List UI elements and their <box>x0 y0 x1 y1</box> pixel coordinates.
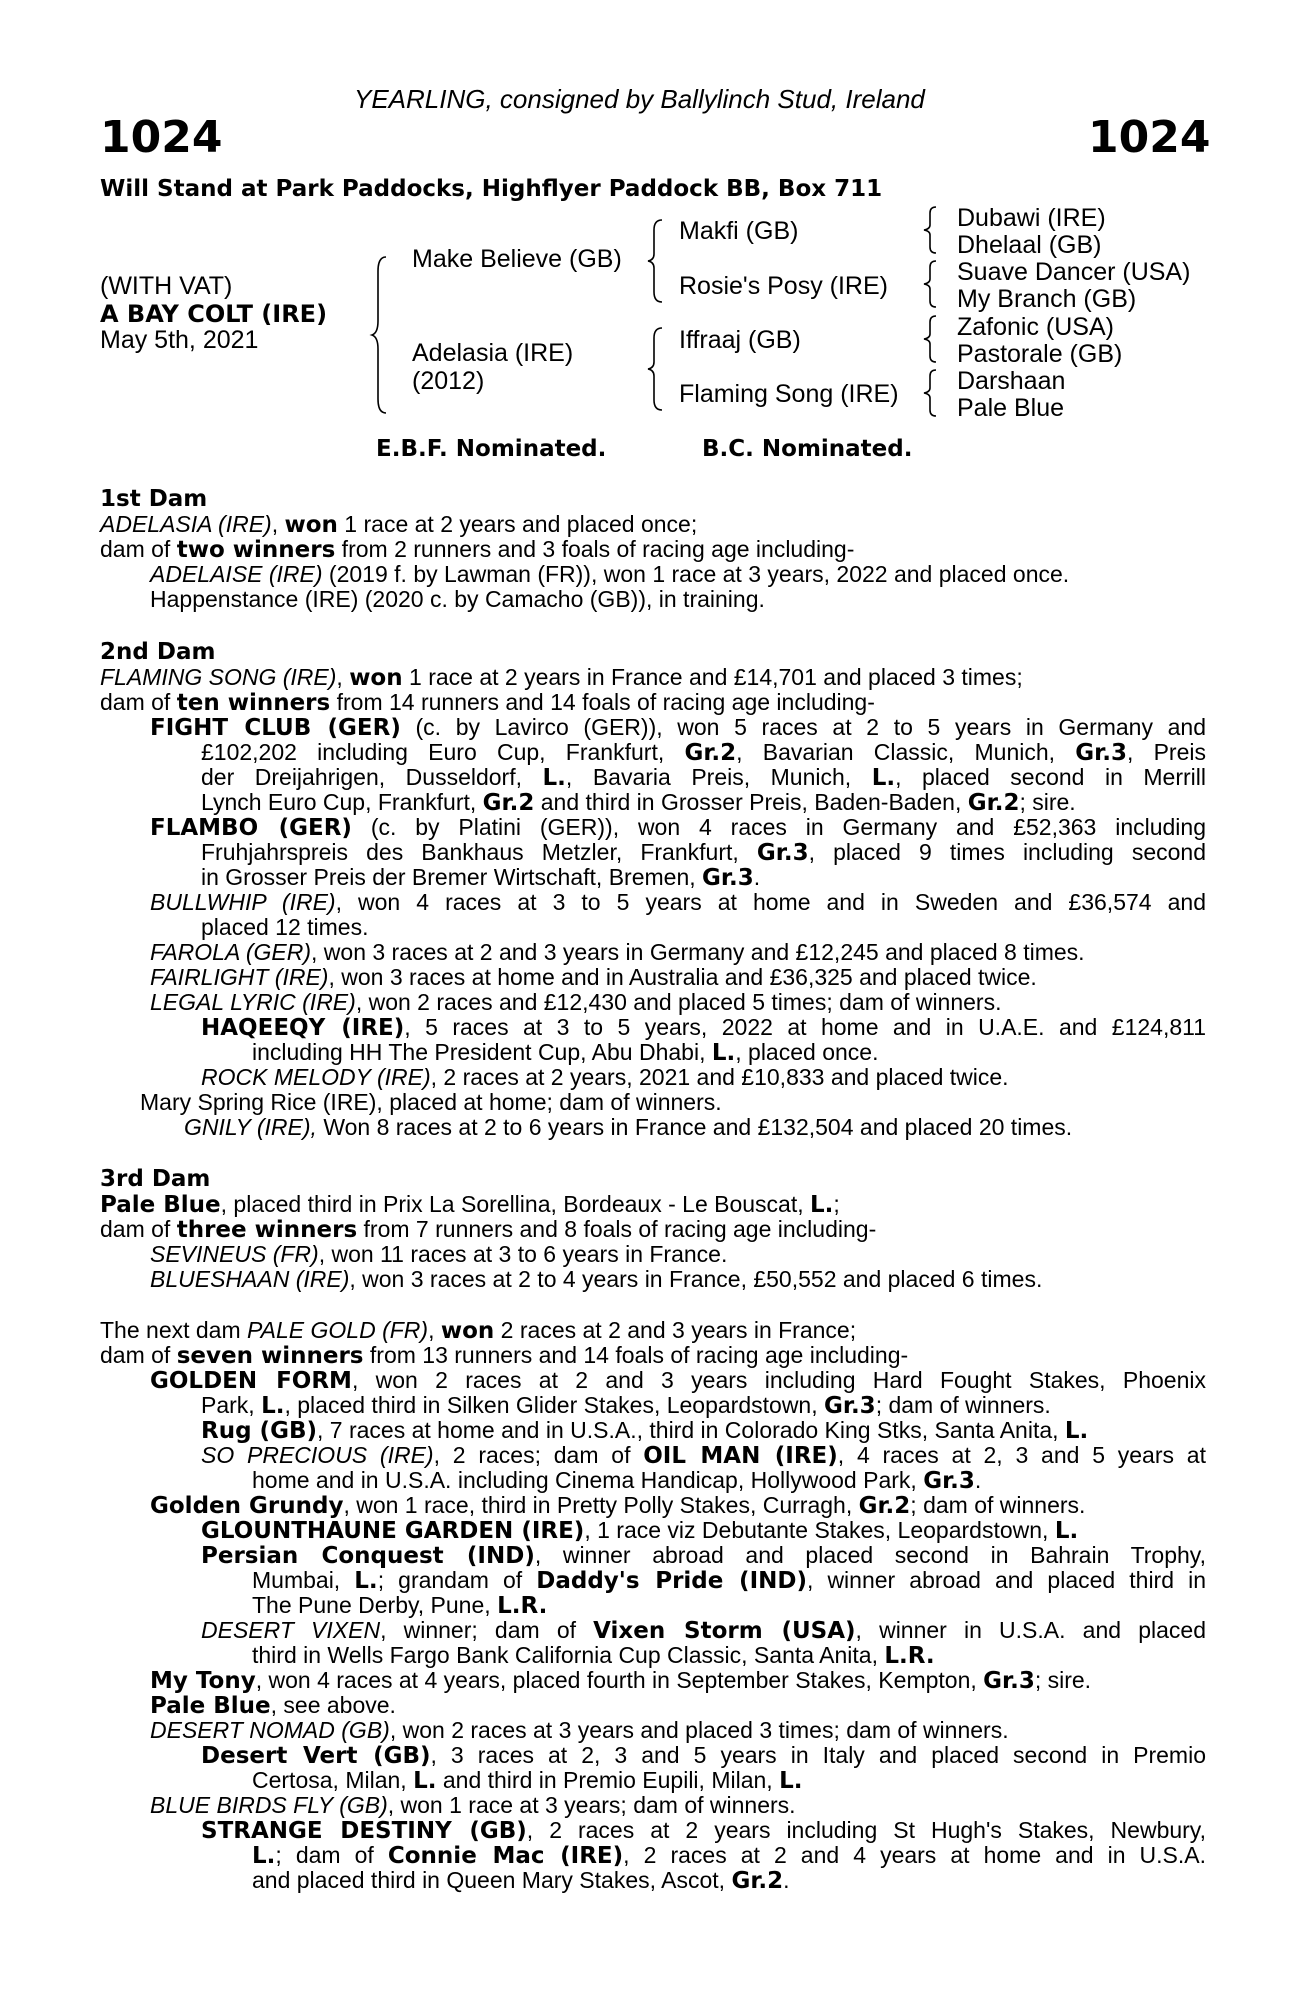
glounthaune-garden-line: GLOUNTHAUNE GARDEN (IRE), 1 race viz Debutante Stakes, Leopardstown, L. <box>201 1517 1079 1544</box>
sevineus-line: SEVINEUS (FR), won 11 races at 3 to 6 years in France. <box>150 1241 728 1267</box>
pedigree-ggdam-4: My Branch (GB) <box>957 285 1137 313</box>
golden-grundy-line: Golden Grundy, won 1 race, third in Pretty Polly Stakes, Curragh, Gr.2; dam of winners. <box>150 1492 1086 1519</box>
pedigree-ggdam-8: Pale Blue <box>957 394 1065 422</box>
third-dam-heading: 3rd Dam <box>100 1166 211 1192</box>
pedigree-bracket-sire-line <box>648 218 668 304</box>
fight-club-line-2: £102,202 including Euro Cup, Frankfurt, Gr.2, Bavarian Classic, Munich, Gr.3, Preis <box>201 739 1206 766</box>
consignment-line: YEARLING, consigned by Ballylinch Stud, Ireland <box>354 84 925 114</box>
lot-number-right: 1024 <box>1088 112 1211 163</box>
pedigree-bracket-g56 <box>924 314 942 364</box>
pedigree-ggsire-5: Zafonic (USA) <box>957 313 1114 341</box>
so-precious-line-2: home and in U.S.A. including Cinema Handicap, Hollywood Park, Gr.3. <box>252 1467 982 1494</box>
pedigree-sire: Make Believe (GB) <box>412 245 622 273</box>
fight-club-line-3: der Dreijahrigen, Dusseldorf, L., Bavaria Preis, Munich, L., placed second in Merrill <box>201 764 1206 791</box>
second-dam-heading: 2nd Dam <box>100 639 216 665</box>
first-dam-heading: 1st Dam <box>100 486 208 512</box>
blue-birds-fly-line: BLUE BIRDS FLY (GB), won 1 race at 3 years; dam of winners. <box>150 1792 796 1818</box>
second-dam-line: FLAMING SONG (IRE), won 1 race at 2 years in France and £14,701 and placed 3 times; <box>100 664 1023 691</box>
first-dam-foal-adelaise: ADELAISE (IRE) (2019 f. by Lawman (FR)), won 1 race at 3 years, 2022 and placed once. <box>150 561 1070 587</box>
desert-vert-line-2: Certosa, Milan, L. and third in Premio Eupili, Milan, L. <box>252 1767 803 1794</box>
golden-form-line-2: Park, L., placed third in Silken Glider Stakes, Leopardstown, Gr.3; dam of winners. <box>201 1392 1051 1419</box>
ebf-nominated: E.B.F. Nominated. <box>376 436 607 462</box>
flambo-line-2: Fruhjahrspreis des Bankhaus Metzler, Frankfurt, Gr.3, placed 9 times including second <box>201 839 1207 866</box>
desert-vert-line-1: Desert Vert (GB), 3 races at 2, 3 and 5 years in Italy and placed second in Premio <box>201 1742 1206 1769</box>
pedigree-sire-sire: Makfi (GB) <box>679 217 799 245</box>
flambo-line-3: in Grosser Preis der Bremer Wirtschaft, Bremen, Gr.3. <box>201 864 761 891</box>
pedigree-ggdam-2: Dhelaal (GB) <box>957 231 1102 259</box>
next-dam-produce-summary: dam of seven winners from 13 runners and 14 foals of racing age including- <box>100 1342 909 1369</box>
strange-destiny-line-2: L.; dam of Connie Mac (IRE), 2 races at 2 and 4 years at home and in U.S.A. <box>252 1842 1206 1869</box>
legal-lyric-line: LEGAL LYRIC (IRE), won 2 races and £12,430 and placed 5 times; dam of winners. <box>150 989 1002 1015</box>
pedigree-sire-dam: Rosie's Posy (IRE) <box>679 272 888 300</box>
mary-spring-rice-line: Mary Spring Rice (IRE), placed at home; dam of winners. <box>140 1089 722 1115</box>
gnily-line: GNILY (IRE), Won 8 races at 2 to 6 years in France and £132,504 and placed 20 times. <box>184 1114 1073 1140</box>
bc-nominated: B.C. Nominated. <box>702 436 913 462</box>
third-dam-produce-summary: dam of three winners from 7 runners and 8 foals of racing age including- <box>100 1216 877 1243</box>
lot-number-left: 1024 <box>100 112 223 163</box>
vat-note: (WITH VAT) <box>100 272 233 300</box>
pedigree-dam-year: (2012) <box>412 367 485 395</box>
pedigree-bracket-dam-line <box>648 326 668 412</box>
my-tony-line: My Tony, won 4 races at 4 years, placed fourth in September Stakes, Kempton, Gr.3; sire. <box>150 1667 1092 1694</box>
pedigree-bracket-g12 <box>924 205 942 255</box>
bullwhip-line-2: placed 12 times. <box>201 914 369 940</box>
pedigree-ggsire-1: Dubawi (IRE) <box>957 204 1106 232</box>
haqeeqy-line-1: HAQEEQY (IRE), 5 races at 3 to 5 years, 2022 at home and in U.A.E. and £124,811 <box>201 1014 1206 1041</box>
first-dam-line: ADELASIA (IRE), won 1 race at 2 years and placed once; <box>100 511 698 538</box>
pedigree-bracket-g78 <box>924 368 942 418</box>
blueshaan-line: BLUESHAAN (IRE), won 3 races at 2 to 4 years in France, £50,552 and placed 6 times. <box>150 1266 1043 1292</box>
pedigree-bracket-parents <box>372 255 392 415</box>
foaling-date: May 5th, 2021 <box>100 326 259 354</box>
persian-conquest-line-2: Mumbai, L.; grandam of Daddy's Pride (IND), winner abroad and placed third in <box>252 1567 1206 1594</box>
fight-club-line-4: Lynch Euro Cup, Frankfurt, Gr.2 and third in Grosser Preis, Baden-Baden, Gr.2; sire. <box>201 789 1076 816</box>
desert-nomad-line: DESERT NOMAD (GB), won 2 races at 3 years and placed 3 times; dam of winners. <box>150 1717 1009 1743</box>
pedigree-bracket-g34 <box>924 259 942 309</box>
fairlight-line: FAIRLIGHT (IRE), won 3 races at home and in Australia and £36,325 and placed twice. <box>150 964 1037 990</box>
strange-destiny-line-3: and placed third in Queen Mary Stakes, Ascot, Gr.2. <box>252 1867 790 1894</box>
flambo-line-1: FLAMBO (GER) (c. by Platini (GER)), won 4 races in Germany and £52,363 including <box>150 814 1206 841</box>
pedigree-dam-dam: Flaming Song (IRE) <box>679 380 899 408</box>
pale-blue-line: Pale Blue, see above. <box>150 1692 396 1719</box>
persian-conquest-line-1: Persian Conquest (IND), winner abroad and placed second in Bahrain Trophy, <box>201 1542 1206 1569</box>
strange-destiny-line-1: STRANGE DESTINY (GB), 2 races at 2 years including St Hugh's Stakes, Newbury, <box>201 1817 1206 1844</box>
second-dam-produce-summary: dam of ten winners from 14 runners and 14 foals of racing age including- <box>100 689 875 716</box>
rock-melody-line: ROCK MELODY (IRE), 2 races at 2 years, 2021 and £10,833 and placed twice. <box>201 1064 1009 1090</box>
first-dam-foal-happenstance: Happenstance (IRE) (2020 c. by Camacho (GB)), in training. <box>150 586 765 612</box>
so-precious-line-1: SO PRECIOUS (IRE), 2 races; dam of OIL MAN (IRE), 4 races at 2, 3 and 5 years at <box>201 1442 1206 1469</box>
third-dam-line: Pale Blue, placed third in Prix La Sorellina, Bordeaux - Le Bouscat, L.; <box>100 1191 840 1218</box>
bullwhip-line-1: BULLWHIP (IRE), won 4 races at 3 to 5 years at home and in Sweden and £36,574 and <box>150 889 1206 915</box>
stand-location: Will Stand at Park Paddocks, Highflyer Paddock BB, Box 711 <box>100 176 883 202</box>
pedigree-ggsire-3: Suave Dancer (USA) <box>957 258 1191 286</box>
farola-line: FAROLA (GER), won 3 races at 2 and 3 years in Germany and £12,245 and placed 8 times. <box>150 939 1085 965</box>
golden-form-line-1: GOLDEN FORM, won 2 races at 2 and 3 years including Hard Fought Stakes, Phoenix <box>150 1367 1206 1394</box>
haqeeqy-line-2: including HH The President Cup, Abu Dhabi, L., placed once. <box>252 1039 879 1066</box>
persian-conquest-line-3: The Pune Derby, Pune, L.R. <box>252 1592 548 1619</box>
rug-line: Rug (GB), 7 races at home and in U.S.A., third in Colorado King Stks, Santa Anita, L. <box>201 1417 1089 1444</box>
pedigree-ggdam-6: Pastorale (GB) <box>957 340 1123 368</box>
desert-vixen-line-1: DESERT VIXEN, winner; dam of Vixen Storm (USA), winner in U.S.A. and placed <box>201 1617 1206 1644</box>
pedigree-ggsire-7: Darshaan <box>957 367 1066 395</box>
first-dam-produce-summary: dam of two winners from 2 runners and 3 foals of racing age including- <box>100 536 855 563</box>
pedigree-dam-sire: Iffraaj (GB) <box>679 326 801 354</box>
horse-name: A BAY COLT (IRE) <box>100 300 328 328</box>
fight-club-line-1: FIGHT CLUB (GER) (c. by Lavirco (GER)), won 5 races at 2 to 5 years in Germany and <box>150 714 1206 741</box>
pedigree-dam: Adelasia (IRE) <box>412 339 574 367</box>
desert-vixen-line-2: third in Wells Fargo Bank California Cup Classic, Santa Anita, L.R. <box>252 1642 935 1669</box>
next-dam-line: The next dam PALE GOLD (FR), won 2 races at 2 and 3 years in France; <box>100 1317 857 1344</box>
